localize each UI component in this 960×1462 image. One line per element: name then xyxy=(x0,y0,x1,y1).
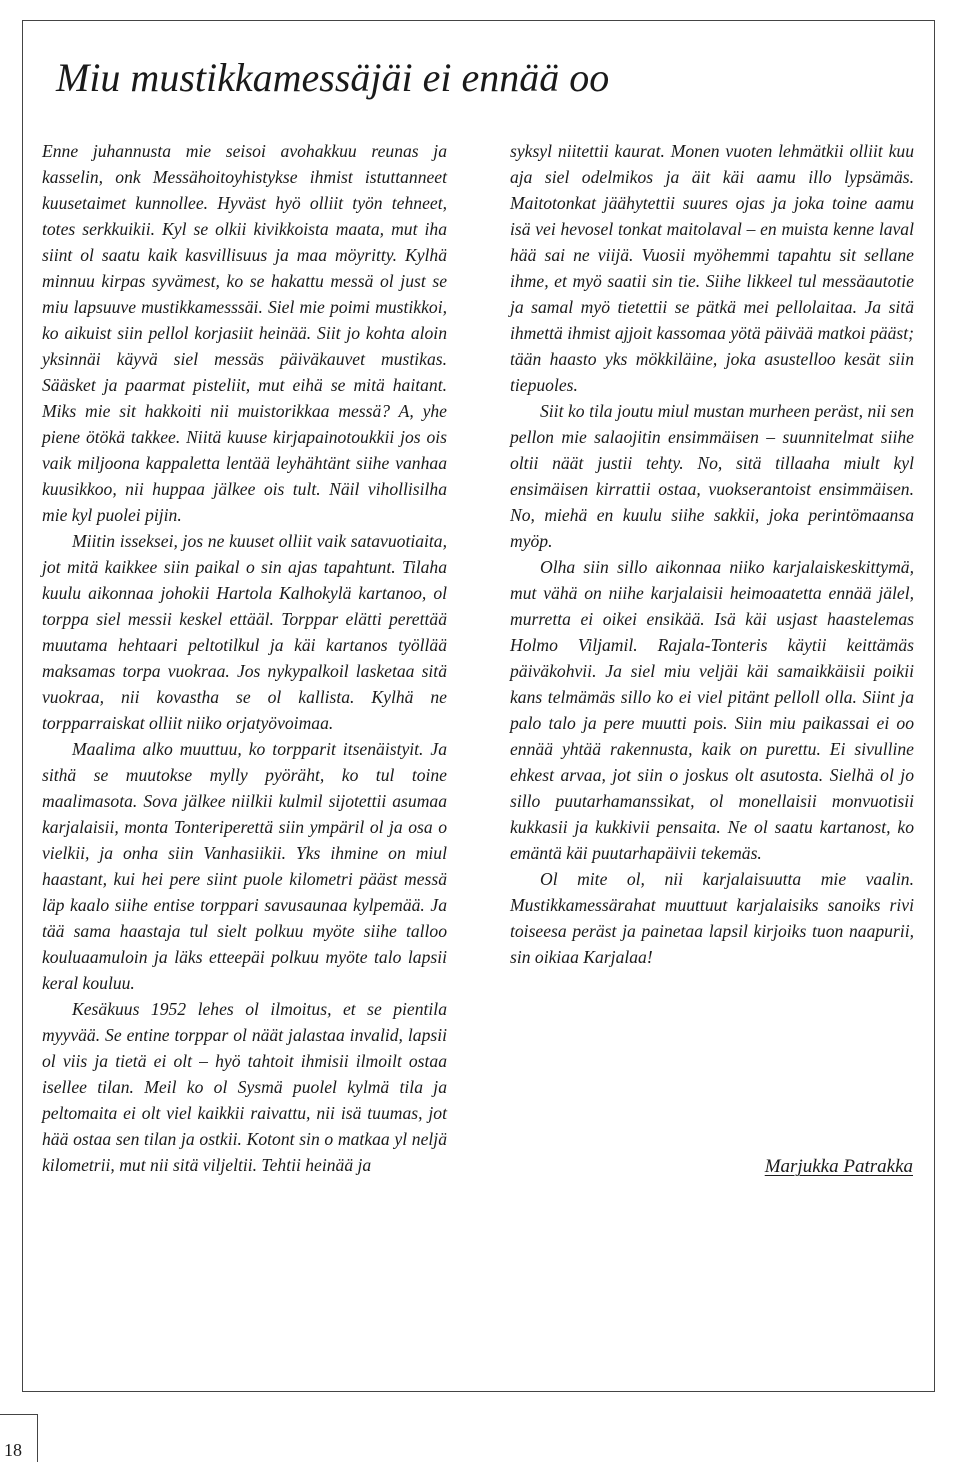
paragraph: Olha siin sillo aikonnaa niiko karjalaiskeskittymä, mut vähä on niihe karjalaisii heimoaatetta ennää jälel, murretta ei oikei ensikää. Isä käi usjast haastelemas Holmo Viljamil. Rajala-Tonteris käytii keittämäs päiväkohvii. Ja siel miu veljäi käi samaikkäisii poikii kans telmämäs sillo ko ei viel pitänt pelloll olla. Siint ja palo talo ja pere muutti pois. Siin miu paikassai ei oo ennää yhtää rakennusta, kaik on purettu. Ei sivulline ehkest arvaa, jot siin o joskus olt asutosta. Sielhä ol jo sillo puutarhamanssikat, ol monellaisii monvuotisii kukkasii ja kukkivii pensaita. Ne ol saatu kartanost, ko emäntä käi puutarhapäivii tekemäs. xyxy=(510,557,914,863)
page-number: 18 xyxy=(4,1440,22,1460)
paragraph: syksyl niitettii kaurat. Monen vuoten lehmätkii olliit kuu aja siel odelmikos ja äit käi aamu illo lypsämäs. Maitotonkat jäähytettii suures ojas ja joka toine aamu isä vei hevosel tonkat maitolaval – en muista kenne laval hää sai ne viijä. Vuosii myöhemmi tapahtu sit sellane ihme, et myö saatii sin tie. Siihe likkeel tul messäautotie ja samal myö tietettii se pätkä mei pellolaitaa. Ja sitä ihmettä ihmist ajjoit kassomaa yötä päivää matkoi pääst; tään haasto yks mökkiläine, joka asustelloo kesät siin tiepuoles. xyxy=(510,141,914,395)
paragraph: Siit ko tila joutu miul mustan murheen peräst, nii sen pellon mie salaojitin ensimmäisen – suunnitelmat siihe oltii näät justii tehty. No, sitä tillaaha miult kyl ensimäisen kirrattii ostaa, vuokserantoist ensimmäisen. No, miehä en kuulu siihe sakkii, joka perintömaansa myöp. xyxy=(510,401,914,551)
paragraph: Ol mite ol, nii karjalaisuutta mie vaalin. Mustikkamessärahat muuttuut karjalaisiks sanoiks rivi toiseesa peräst ja painetaa lapsil kirjoiks tuon naapurii, sin oikiaa Karjalaa! xyxy=(510,869,914,967)
article-title: Miu mustikkamessäjäi ei ennää oo xyxy=(56,55,610,100)
paragraph: Miitin isseksei, jos ne kuuset olliit vaik satavuotiaita, jot mitä kaikkee siin paikal o sin ajas tapahtunt. Tilaha kuulu aikonnaa johokii Hartola Kalhokylä kartanoo, ol torppa siel messii keskel ettääl. Torppar elätti perettää muutama hehtaari peltotilkul ja käi kartanos työllää maksamas torpa vuokraa. Jos nykypalkoil lasketaa sitä vuokraa, nii kovastha se ol kallista. Kylhä ne torpparraiskat olliit niiko orjatyövoimaa. xyxy=(42,531,447,733)
paragraph: Kesäkuus 1952 lehes ol ilmoitus, et se pientila myyvää. Se entine torppar ol näät jalastaa invalid, lapsii ol viis ja tietä ei olt – hyö tahtoit ihmisii ilmoilt ostaa isellee tilan. Meil ko ol Sysmä puolel kylmä tila ja peltomaita ei olt viel kaikkii raivattu, nii isä tuumas, jot hää ostaa sen tilan ja ostkii. Kotont sin o matkaa yl neljä kilometrii, mut nii sitä viljeltii. Tehtii heinää ja xyxy=(42,999,447,1175)
paragraph: Maalima alko muuttuu, ko torpparit itsenäistyit. Ja sithä se muutokse mylly pyöräht, ko tul toine maalimasota. Sova jälkee niilkii kulmil sijotettii asumaa karjalaisii, monta Tonteriperettä siin ympäril ol ja osa o vielkii, ja onha siin Vanhasiikii. Yks ihmine on miul haastant, kui hei pere siint puole kilometri pääst messä läp kaalo siihe entise torppari savusaunaa kylpemää. Ja tää sama haastaja tul sielt polkuu myöte siihe talloo kouluaamuloin ja läks etteepäi polkuu myöte talo lapsii keral kouluu. xyxy=(42,739,447,993)
left-column xyxy=(42,138,447,1178)
right-column xyxy=(510,138,914,970)
paragraph: Enne juhannusta mie seisoi avohakkuu reunas ja kasselin, onk Messähoitoyhistykse ihmist istuttanneet kuusetaimet kunnollee. Hyväst hyö olliit työn tehneet, totes serkkuikii. Kyl se olkii kivikkoista maata, mut iha siint ol saatu kaik kasvillisuus ja maa möyritty. Kylhä minnuu kirpas syvämest, ko se hakattu messä ol just se miu lapsuuve mustikkamesssäi. Siel mie poimi mustikkoi, ko aikuist siin pellol korjasiit heinää. Siit jo kohta aloin yksinnäi käyvä siel messäs päiväkauvet mustikas. Sääsket ja paarmat pisteliit, mut eihä se mitä haitant. Miks mie sit hakkoiti nii muistorikkaa messä? A, yhe piene ötökä takkee. Niitä kuuse kirjapainotoukkii jos ois vaik miljoona kappaletta lentää leyhähtänt siihe vanhaa kuusikkoo, nii huppaa jälkee ois tult. Näil vihollisilha mie kyl puolei pijin. xyxy=(42,141,447,525)
author-signature: Marjukka Patrakka xyxy=(764,1156,913,1177)
